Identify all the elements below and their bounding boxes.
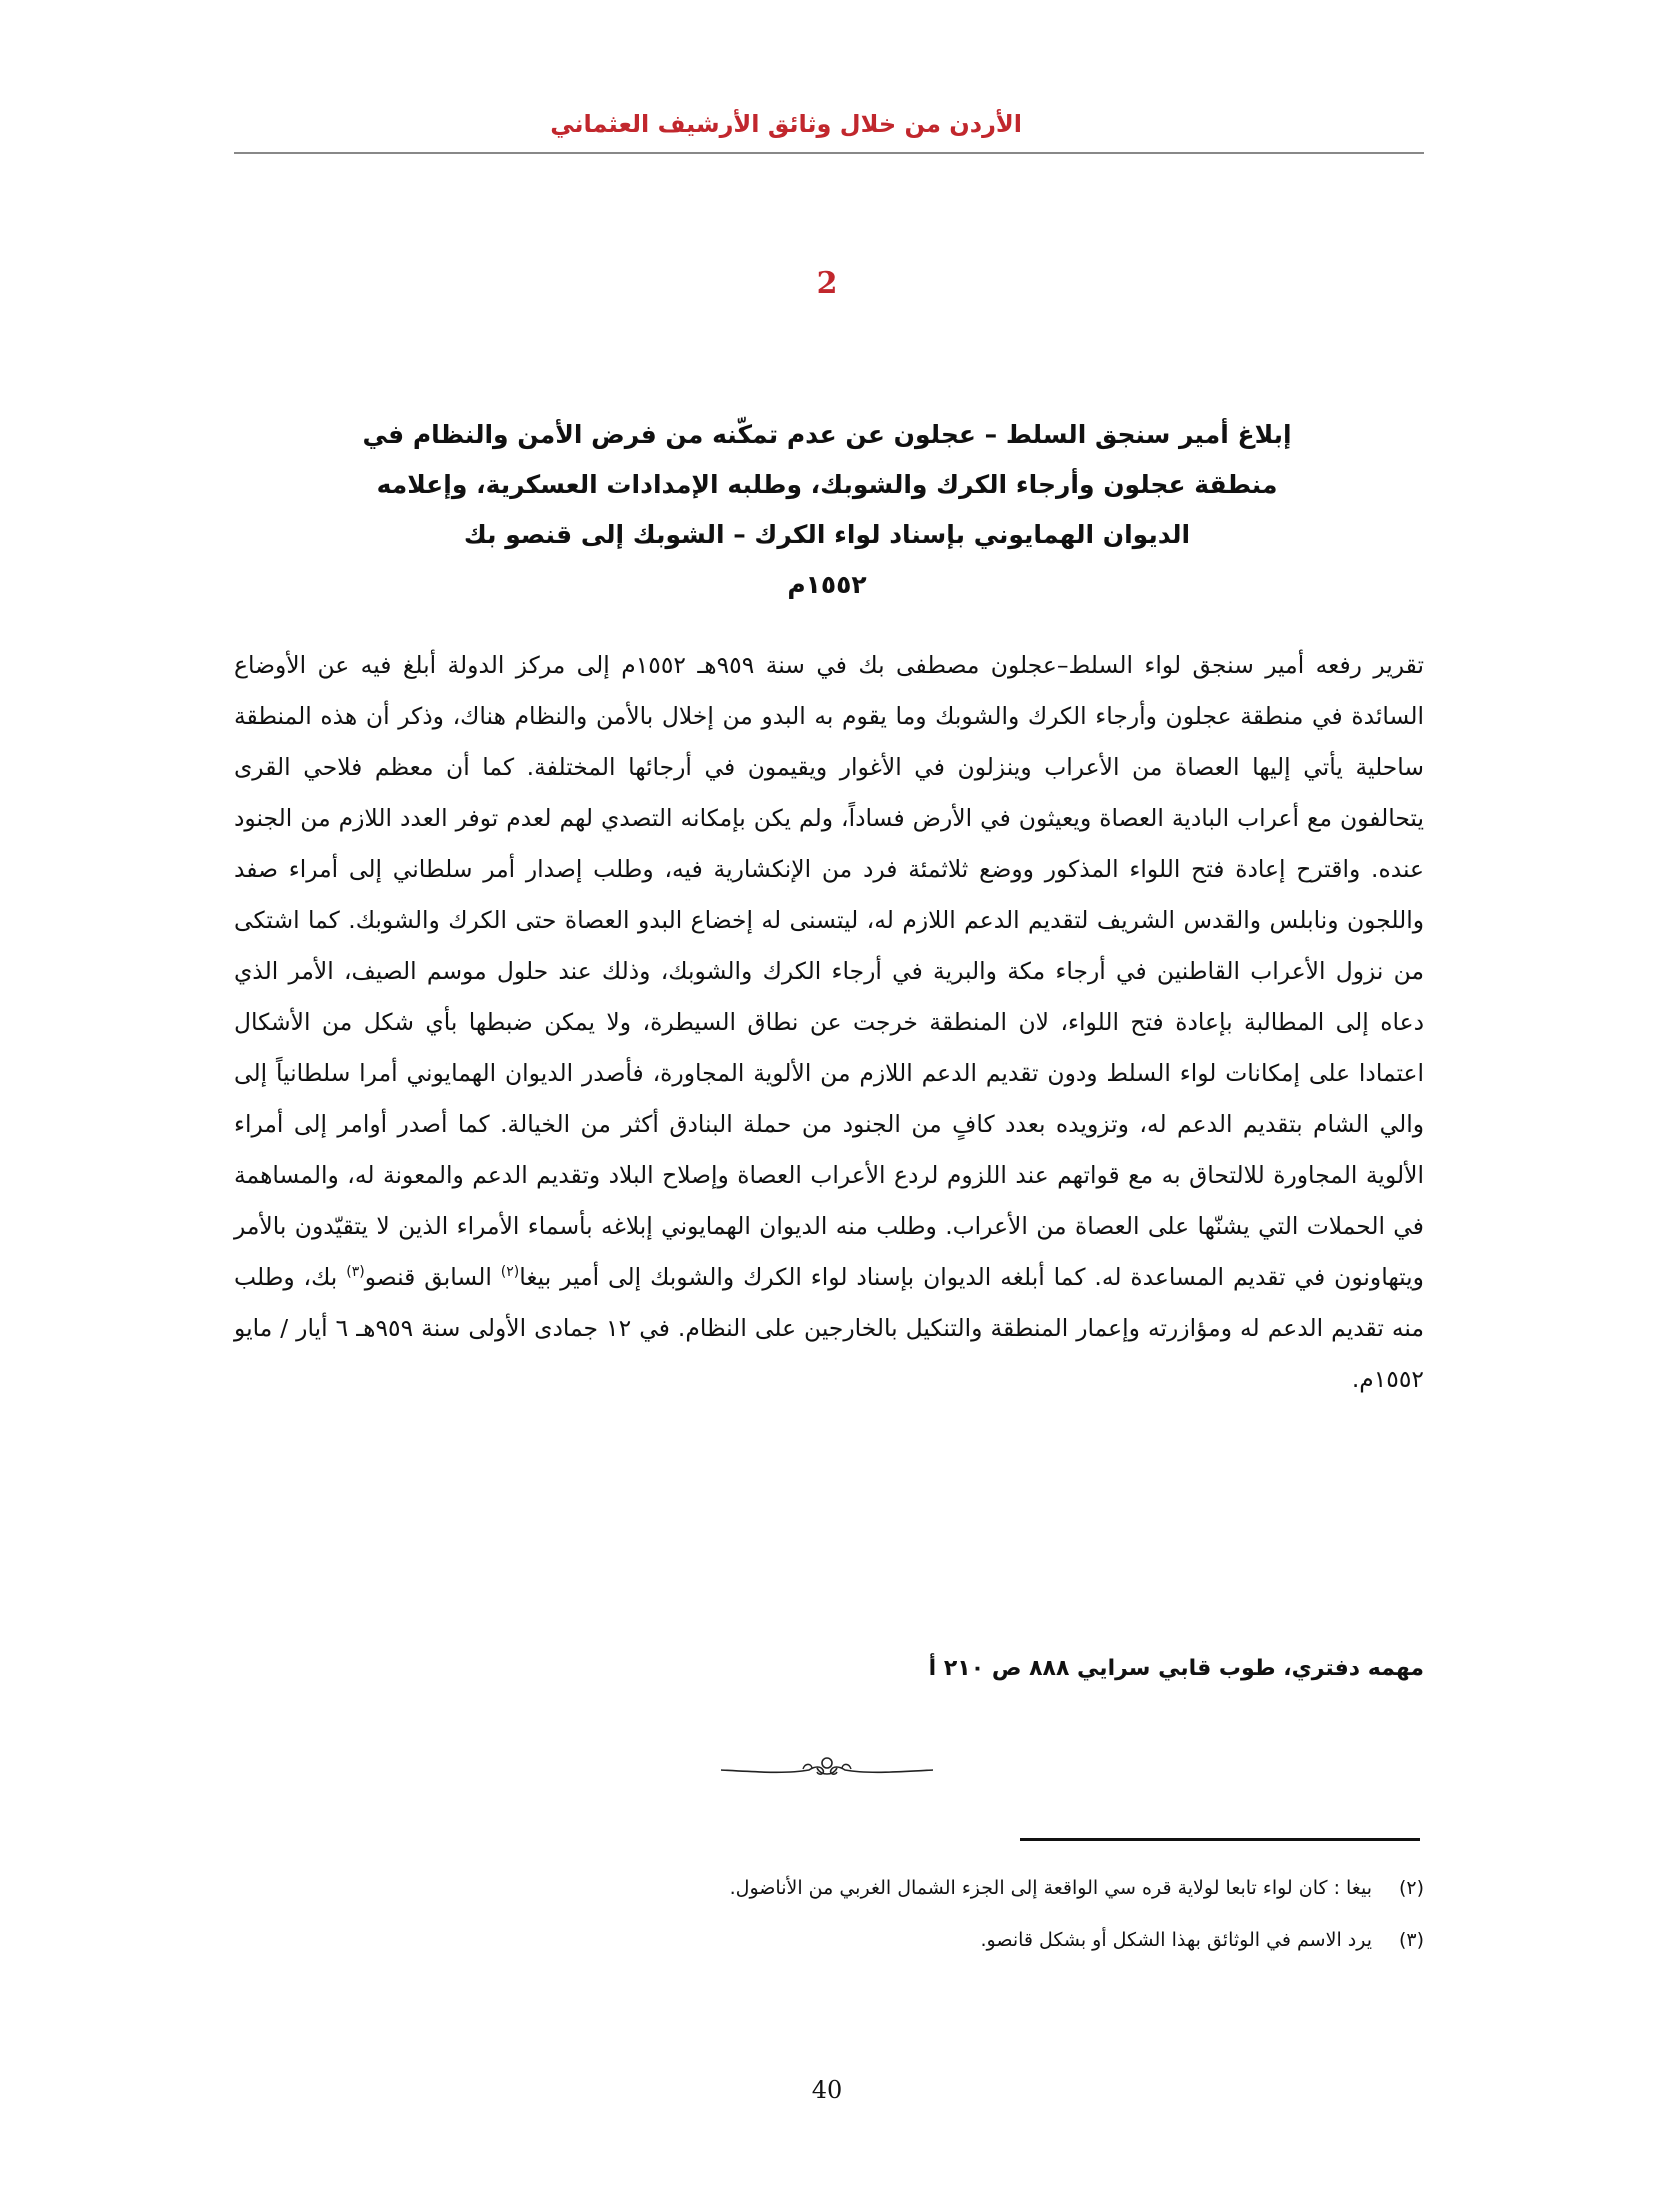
footnote-text: يرد الاسم في الوثائق بهذا الشكل أو بشكل قانصو.: [980, 1929, 1372, 1951]
title-year: ١٥٥٢م: [787, 570, 867, 599]
document-number: 2: [816, 266, 838, 301]
footnote-divider: [1020, 1838, 1420, 1841]
running-header-title: الأردن من خلال وثائق الأرشيف العثماني: [550, 110, 1022, 138]
title-line-3: الديوان الهمايوني بإسناد لواء الكرك – الشوبك إلى قنصو بك: [463, 520, 1191, 549]
document-title: [280, 410, 1374, 610]
footnote-ref-3[interactable]: (٣): [346, 1264, 365, 1281]
footnote-text: بيغا : كان لواء تابعا لولاية قره سي الواقعة إلى الجزء الشمال الغربي من الأناضول.: [729, 1877, 1372, 1899]
footnote-number: (٢): [1398, 1877, 1424, 1899]
footnotes: [234, 1874, 1424, 1978]
archive-source-reference: مهمه دفتري، طوب قابي سرايي ٨٨٨ ص ٢١٠ أ: [928, 1656, 1424, 1681]
body-text-part-2: السابق قنصو: [364, 1263, 501, 1291]
document-body: [234, 640, 1424, 1405]
body-text-part-1: تقرير رفعه أمير سنجق لواء السلط–عجلون مصطفى بك في سنة ٩٥٩هـ ١٥٥٢م إلى مركز الدولة أبلغ فيه عن الأوضاع السائدة في منطقة عجلون وأرجاء الكرك والشوبك وما يقوم به البدو من إخلال بالأمن والنظام هناك، وذكر أن هذه المنطقة ساحلية يأتي إليها العصاة من الأعراب وينزلون في الأغوار ويقيمون في أرجائها المختلفة. كما أن معظم فلاحي القرى يتحالفون مع أعراب البادية العصاة ويعيثون في الأرض فساداً، ولم يكن بإمكانه التصدي لهم لعدم توفر العدد اللازم من الجنود عنده. واقترح إعادة فتح اللواء المذكور ووضع ثلاثمئة فرد من الإنكشارية فيه، وطلب إصدار أمر سلطاني إلى أمراء صفد واللجون ونابلس والقدس الشريف لتقديم الدعم اللازم له، ليتسنى له إخضاع البدو العصاة حتى الكرك والشوبك. كما اشتكى من نزول الأعراب القاطنين في أرجاء مكة والبرية في أرجاء الكرك والشوبك، وذلك عند حلول موسم الصيف، الأمر الذي دعاه إلى المطالبة بإعادة فتح اللواء، لان المنطقة خرجت عن نطاق السيطرة، ولا يمكن ضبطها بأي شكل من الأشكال اعتمادا على إمكانات لواء السلط ودون تقديم الدعم اللازم من الألوية المجاورة، فأصدر الديوان الهمايوني أمرا سلطانياً إلى والي الشام بتقديم الدعم له، وتزويده بعدد كافٍ من الجنود من حملة البنادق أكثر من الخيالة. كما أصدر أوامر إلى أمراء الألوية المجاورة للالتحاق به مع قواتهم عند اللزوم لردع الأعراب العصاة وإصلاح البلاد وتقديم الدعم والمعونة له، والمساهمة في الحملات التي يشنّها على العصاة من الأعراب. وطلب منه الديوان الهمايوني إبلاغه بأسماء الأمراء الذين لا يتقيّدون بالأمر ويتهاونون في تقديم المساعدة له. كما أبلغه الديوان بإسناد لواء الكرك والشوبك إلى أمير بيغا: [234, 651, 1425, 1291]
footnote-3: [234, 1926, 1424, 1954]
header-divider: [234, 152, 1424, 154]
footnote-2: [234, 1874, 1424, 1902]
body-text-part-3: بك، وطلب منه تقديم الدعم له ومؤازرته وإعمار المنطقة والتنكيل بالخارجين على النظام. في ١٢ جمادى الأولى سنة ٩٥٩هـ ٦ أيار / مايو ١٥٥٢م.: [234, 1263, 1425, 1393]
page-number: 40: [811, 2076, 843, 2104]
footnote-ref-2[interactable]: (٢): [500, 1264, 520, 1281]
title-line-2: منطقة عجلون وأرجاء الكرك والشوبك، وطلبه الإمدادات العسكرية، وإعلامه: [376, 470, 1278, 499]
ornament-divider-icon: [717, 1748, 937, 1788]
title-line-1: إبلاغ أمير سنجق السلط – عجلون عن عدم تمكّنه من فرض الأمن والنظام في: [362, 420, 1292, 449]
footnote-number: (٣): [1398, 1929, 1424, 1951]
